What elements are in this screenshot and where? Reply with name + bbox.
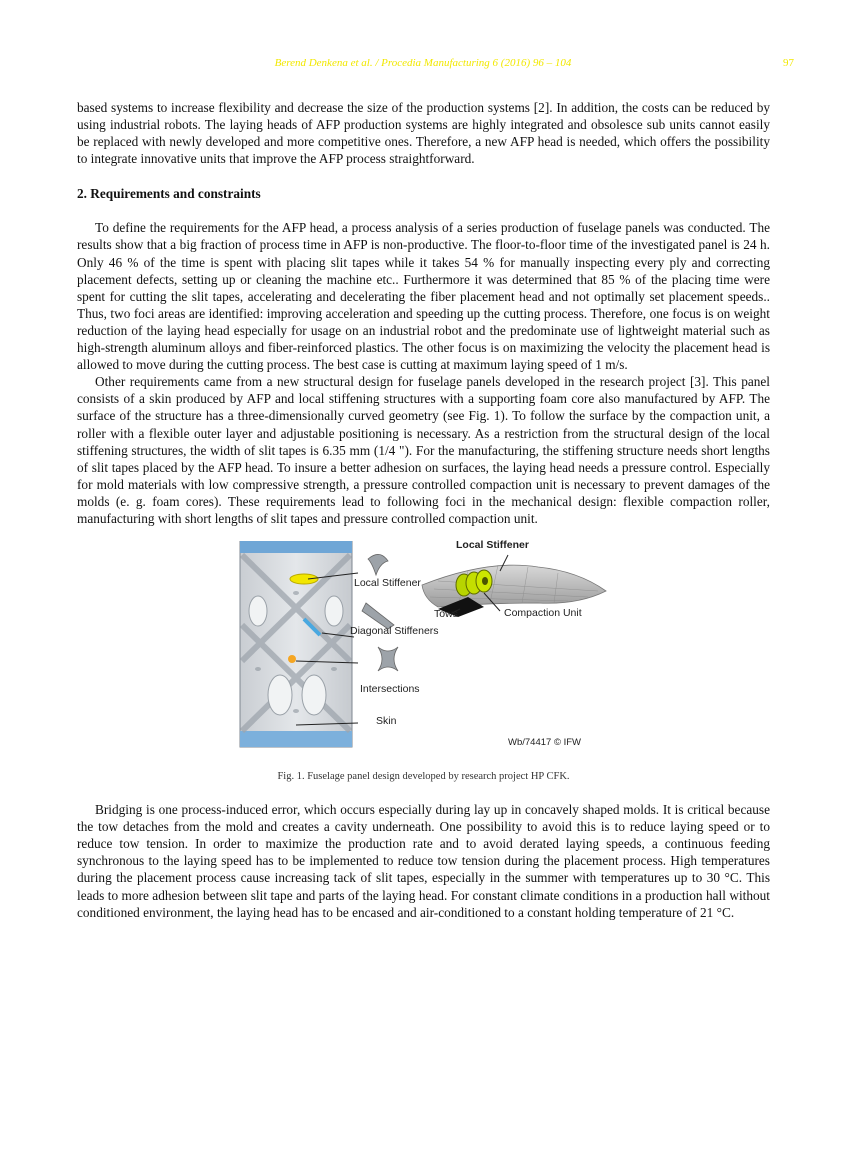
paragraph-intro: based systems to increase flexibility and decrease the size of the production systems [2]. In addition, the costs can be reduced by using industrial robots. The laying heads of AFP production systems are highly integrated and obsolesce sub units cannot easily be replaced with newly developed and more competitive ones. Therefore, a new AFP head is needed, which offers the possibility to integrate innovative units that improve the AFP process straightforward. <box>77 100 770 167</box>
paragraph-requirements: To define the requirements for the AFP head, a process analysis of a series production of fuselage panels was conducted. The results show that a big fraction of process time in AFP is non-productive. The floor-to-floor time of the investigated panel is 24 h. Only 46 % of the time is spent with placing slit tapes while it takes 54 % for manually inspecting every ply and correcting placement defects, setting up or cleaning the machine etc.. Furthermore it was determined that 85 % of the placing time were spent for cutting the slit tapes, accelerating and decelerating the fiber placement head and not optimally set placement speeds.. Thus, two foci areas are identified: improving acceleration and speeding up the cutting process. Therefore, one focus is on weight reduction of the laying head especially for usage on an industrial robot and the predominate use of lightweight material such as high-strength aluminum alloys and fiber-reinforced plastics. The other focus is on maximizing the velocity the placement head is allowed to move during the cutting process. The best case is cutting at maximum laying speed of 1 m/s. <box>77 220 770 373</box>
figure-image <box>238 541 618 759</box>
label-local-stiffener-top: Local Stiffener <box>456 539 529 552</box>
label-diagonal-stiffeners: Diagonal Stiffeners <box>350 625 439 638</box>
figure-caption: Fig. 1. Fuselage panel design developed by research project HP CFK. <box>277 771 570 783</box>
panel-drawing <box>240 541 352 747</box>
label-tows: Tows <box>434 608 458 621</box>
fuselage-panel-illustration <box>238 541 618 759</box>
label-skin: Skin <box>376 715 397 728</box>
label-intersections: Intersections <box>360 683 420 696</box>
local-stiffener-shape <box>368 555 388 576</box>
intersection-shape <box>378 647 398 671</box>
label-copyright: Wb/74417 © IFW <box>508 737 581 749</box>
paragraph-structural-design: Other requirements came from a new structural design for fuselage panels developed in the research project [3]. This panel consists of a skin produced by AFP and local stiffening structures with a supporting foam core also manufactured by AFP. The surface of the structure has a three-dimensionally curved geometry (see Fig. 1). To follow the surface by the compaction unit, a roller with a flexible outer layer and adjustable positioning is necessary. As a restriction from the structural design of the local stiffening structures, the width of slit tapes is 6.35 mm (1/4 "). For the manufacturing, the stiffening structure needs short lengths of slit tapes placed by the AFP head. To insure a better adhesion on surfaces, the laying head needs a pressure control. Especially for mold materials with low compressive strength, a pressure controlled compaction unit is necessary to prevent damages of the molds (e. g. foam cores). These requirements lead to following foci in the mechanical design: flexible compaction roller, manufacturing with short lengths of slit tapes and pressure controlled compaction unit. <box>77 374 770 526</box>
figure-1 <box>77 541 770 782</box>
page-body <box>77 99 770 921</box>
running-title: Berend Denkena et al. / Procedia Manufacturing 6 (2016) 96 – 104 <box>274 57 572 69</box>
page-number: 97 <box>783 57 794 69</box>
label-local-stiffener: Local Stiffener <box>354 577 421 590</box>
paragraph-bridging: Bridging is one process-induced error, which occurs especially during lay up in concavely shaped molds. It is critical because the tow detaches from the mold and creates a cavity underneath. One possibility to avoid this is to reduce laying speed or to reduce tow tension. In order to maximize the production rate and to avoid derated laying speeds, a continuous feeding synchronous to the laying speed has to be implemented to reduce tow tension during the placement process. High temperatures during the placement process cause increasing tack of slit tapes, especially in the summer with temperatures up to 30 °C. This leads to more adhesion between slit tape and parts of the laying head. For constant climate conditions in a production hall without conditioned environment, the laying head has to be encased and air-conditioned to a constant holding temperature of 21 °C. <box>77 802 770 920</box>
section-title: 2. Requirements and constraints <box>77 186 261 202</box>
label-compaction-unit: Compaction Unit <box>504 607 582 620</box>
running-header <box>0 57 846 73</box>
